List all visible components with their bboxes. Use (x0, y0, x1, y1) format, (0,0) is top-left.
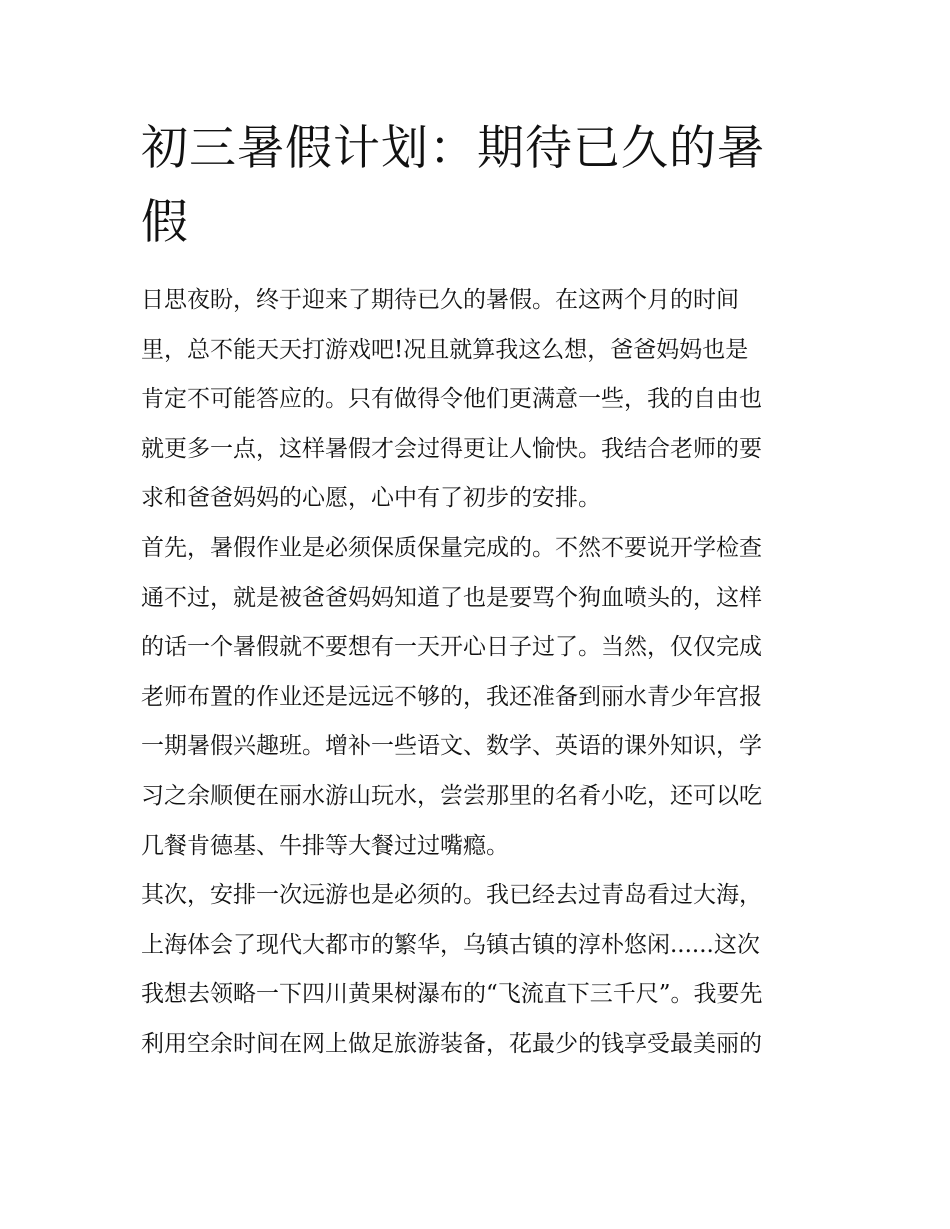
text-line: 老师布置的作业还是远远不够的，我还准备到丽水青少年宫报 (141, 683, 762, 710)
text-line: 首先，暑假作业是必须保质保量完成的。不然不要说开学检查 (141, 534, 762, 561)
title-line: 初三暑假计划：期待已久的暑 (141, 121, 765, 176)
paragraph-first (141, 524, 821, 871)
text-line: 其次，安排一次远游也是必须的。我已经去过青岛看过大海， (141, 882, 762, 909)
text-line: 习之余顺便在丽水游山玩水，尝尝那里的名肴小吃，还可以吃 (141, 782, 762, 809)
text-line: 求和爸爸妈妈的心愿，心中有了初步的安排。 (141, 485, 601, 512)
paragraph-second (141, 871, 821, 1069)
paragraph-intro (141, 276, 821, 524)
document-body (141, 276, 821, 1070)
text-line: 就更多一点，这样暑假才会过得更让人愉快。我结合老师的要 (141, 435, 762, 462)
text-line: 利用空余时间在网上做足旅游装备，花最少的钱享受最美丽的 (141, 1030, 762, 1057)
text-line: 我想去领略一下四川黄果树瀑布的“飞流直下三千尺”。我要先 (141, 981, 763, 1008)
text-line: 肯定不可能答应的。只有做得令他们更满意一些，我的自由也 (141, 386, 762, 413)
title-line: 假 (141, 195, 189, 250)
document-title (141, 112, 821, 260)
text-line: 一期暑假兴趣班。增补一些语文、数学、英语的课外知识，学 (141, 733, 762, 760)
text-line: 几餐肯德基、牛排等大餐过过嘴瘾。 (141, 832, 509, 859)
text-line: 日思夜盼，终于迎来了期待已久的暑假。在这两个月的时间 (141, 287, 739, 313)
text-line: 通不过，就是被爸爸妈妈知道了也是要骂个狗血喷头的，这样 (141, 584, 762, 611)
text-line: 上海体会了现代大都市的繁华，乌镇古镇的淳朴悠闲......这次 (141, 931, 760, 958)
text-line: 的话一个暑假就不要想有一天开心日子过了。当然，仅仅完成 (141, 634, 762, 661)
text-line: 里，总不能天天打游戏吧!况且就算我这么想，爸爸妈妈也是 (141, 336, 749, 363)
